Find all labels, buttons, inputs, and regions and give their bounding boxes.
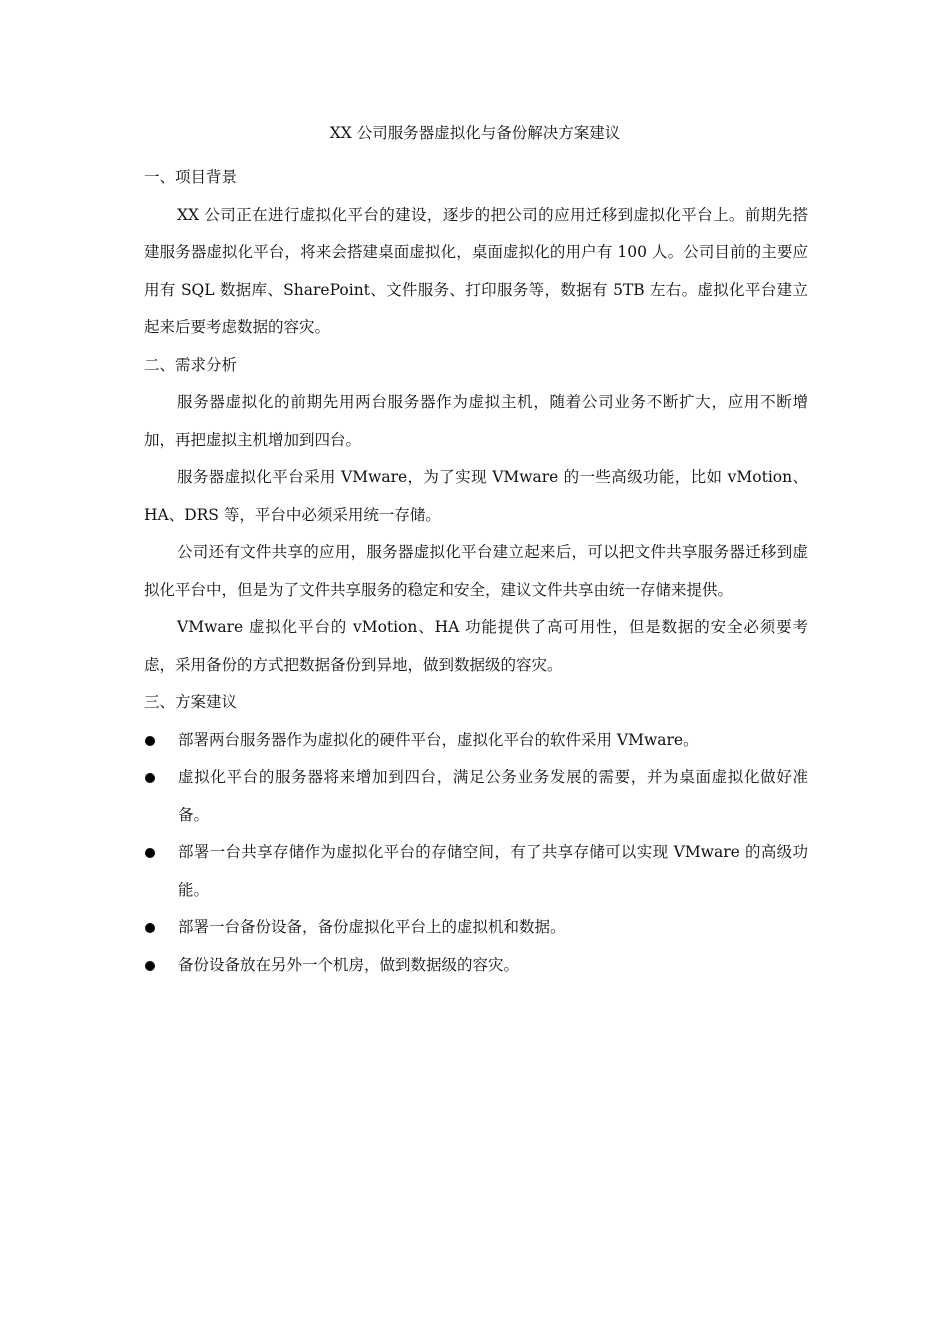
document-title: XX 公司服务器虚拟化与备份解决方案建议 [329,124,621,142]
section-heading: 一、项目背景 [144,168,238,186]
list-item-text: 备份设备放在另外一个机房，做到数据级的容灾。 [178,955,520,974]
section-requirement-analysis [144,347,808,685]
bullet-list [144,722,808,985]
paragraph: VMware 虚拟化平台的 vMotion、HA 功能提供了高可用性，但是数据的安全必须要考虑，采用备份的方式把数据备份到异地，做到数据级的容灾。 [144,618,808,674]
document-body [144,159,808,984]
list-item-text: 部署一台共享存储作为虚拟化平台的存储空间，有了共享存储可以实现 VMware 的高级功能。 [178,843,808,899]
section-project-background [144,159,808,347]
list-item [144,722,808,760]
bullet-icon [145,923,155,933]
list-item [144,947,808,985]
list-item-text: 部署一台备份设备，备份虚拟化平台上的虚拟机和数据。 [178,918,566,936]
list-item-text: 虚拟化平台的服务器将来增加到四台，满足公务业务发展的需要，并为桌面虚拟化做好准备。 [178,768,808,824]
bullet-icon [145,961,155,971]
section-heading: 三、方案建议 [144,693,238,711]
paragraph: XX 公司正在进行虚拟化平台的建设，逐步的把公司的应用迁移到虚拟化平台上。前期先搭建服务器虚拟化平台，将来会搭建桌面虚拟化，桌面虚拟化的用户有 100 人。公司目前的主要应用有 SQL 数据库、SharePoint、文件服务、打印服务等，数据有 5TB 左右。虚拟化平台建立起来后要考虑数据的容灾。 [144,205,808,336]
bullet-icon [145,736,155,746]
bullet-icon [145,773,155,783]
list-item [144,834,808,909]
section-solution-proposal [144,684,808,984]
paragraph: 服务器虚拟化的前期先用两台服务器作为虚拟主机，随着公司业务不断扩大，应用不断增加，再把虚拟主机增加到四台。 [144,393,808,449]
list-item-text: 部署两台服务器作为虚拟化的硬件平台，虚拟化平台的软件采用 VMware。 [178,730,699,749]
paragraph: 公司还有文件共享的应用，服务器虚拟化平台建立起来后，可以把文件共享服务器迁移到虚拟化平台中，但是为了文件共享服务的稳定和安全，建议文件共享由统一存储来提供。 [144,543,808,599]
list-item [144,909,808,947]
paragraph: 服务器虚拟化平台采用 VMware，为了实现 VMware 的一些高级功能，比如 vMotion、HA、DRS 等，平台中必须采用统一存储。 [144,468,808,524]
list-item [144,759,808,834]
section-heading: 二、需求分析 [144,355,238,374]
bullet-icon [145,848,155,858]
